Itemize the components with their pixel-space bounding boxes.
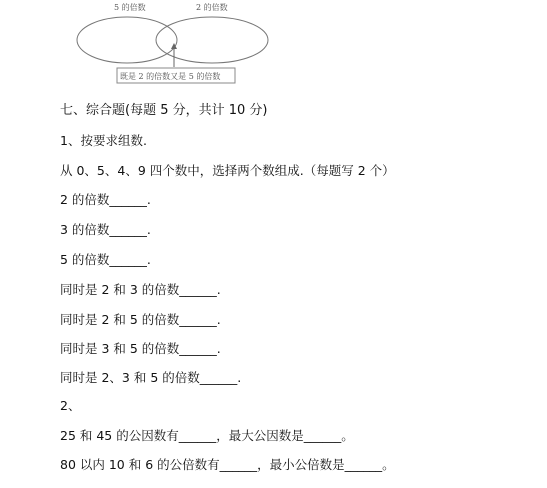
question-1-instruction: 从 0、5、4、9 四个数中，选择两个数组成.（每题写 2 个） [60,163,395,178]
venn-circle-right [156,17,268,63]
question-1-title: 1、按要求组数. [60,133,147,148]
question-1-item: 2 的倍数______. [60,192,151,207]
venn-circle-left [77,17,177,63]
question-2-title: 2、 [60,398,81,413]
question-1-item: 同时是 3 和 5 的倍数______. [60,341,221,356]
question-1-item: 同时是 2 和 3 的倍数______. [60,282,221,297]
question-1-item: 3 的倍数______. [60,222,151,237]
question-2-item: 80 以内 10 和 6 的公倍数有______，最小公倍数是______。 [60,457,395,472]
question-1-item: 同时是 2 和 5 的倍数______. [60,312,221,327]
venn-diagram [72,0,272,88]
question-2-item: 25 和 45 的公因数有______，最大公因数是______。 [60,428,354,443]
venn-left-label: 5 的倍数 [114,3,146,12]
question-1-item: 5 的倍数______. [60,252,151,267]
venn-box-label: 既是 2 的倍数又是 5 的倍数 [120,72,221,81]
question-1-item: 同时是 2、3 和 5 的倍数______. [60,370,242,385]
section-title: 七、综合题(每题 5 分，共计 10 分) [60,103,268,118]
venn-right-label: 2 的倍数 [196,3,228,12]
